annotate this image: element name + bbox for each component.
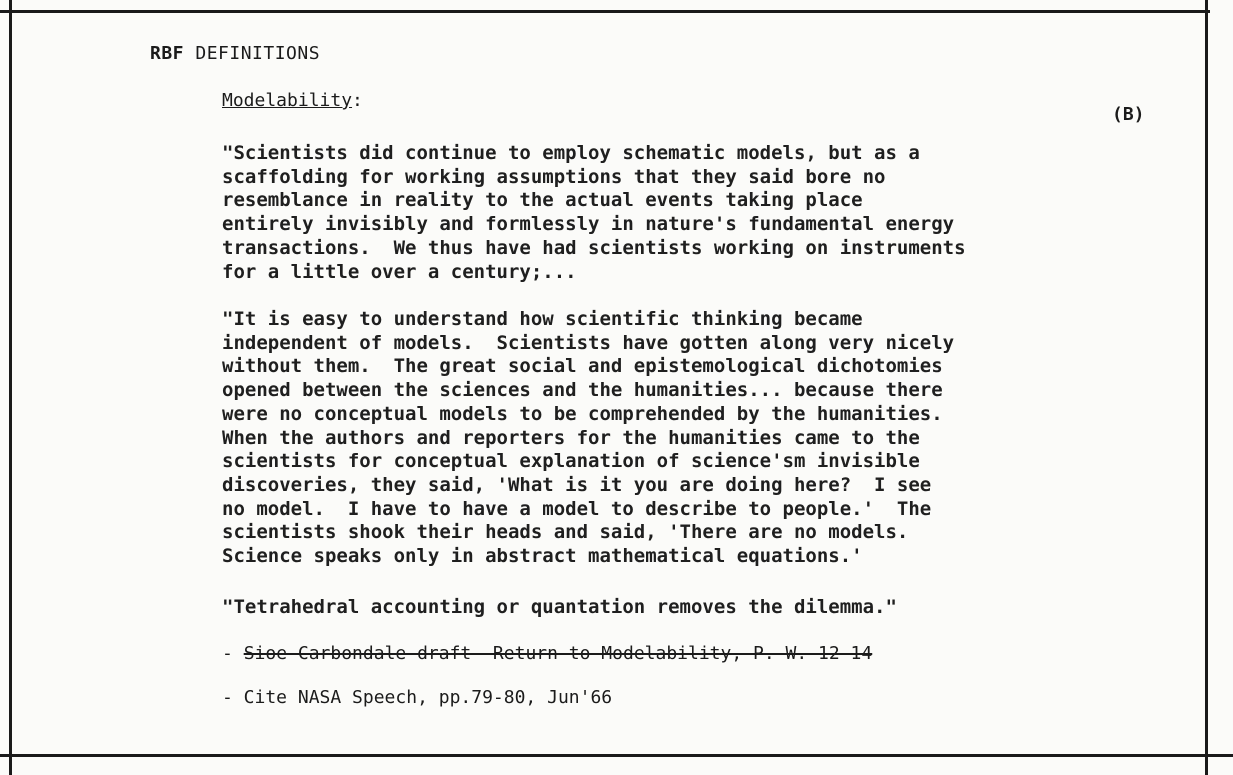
section-title-colon: : [352,90,363,111]
citation-struck [222,643,872,664]
card-heading [150,43,320,64]
citation-struck-text: Sioe-Carbondale draft -Return to-Modelability,-P. W.-12-14 [243,643,873,664]
section-title-text: Modelability [222,90,353,111]
right-rule [1205,0,1208,775]
heading-title: DEFINITIONS [195,43,321,64]
quote-paragraph-3: "Tetrahedral accounting or quantation removes the dilemma." [222,596,897,618]
heading-lead: RBF [150,43,185,64]
section-code: (B) [1112,104,1145,125]
top-rule [0,10,1210,13]
section-title [222,90,363,111]
left-rule [9,0,12,775]
citation-dash: - [222,643,233,664]
quote-paragraph-2: "It is easy to understand how scientific thinking became independent of models. Scientists have gotten along very nicely without them. The great social and epistemological dichotomies opened between the sciences and the humanities... because there were no conceptual models to be comprehended by the humanities. When the authors and reporters for the humanities came to the scientists for conceptual explanation of science'sm invisible discoveries, they said, 'What is it you are doing here? I see no model. I have to have a model to describe to people.' The scientists shook their heads and said, 'There are no models. Science speaks only in abstract mathematical equations.' [222,308,955,568]
bottom-rule [0,754,1233,757]
quote-paragraph-1: "Scientists did continue to employ schematic models, but as a scaffolding for working assumptions that they said bore no resemblance in reality to the actual events taking place entirely invisibly and formlessly in nature's fundamental energy transactions. We thus have had scientists working on instruments for a little over a century;... [222,142,966,283]
citation-source: - Cite NASA Speech, pp.79-80, Jun'66 [222,687,613,708]
